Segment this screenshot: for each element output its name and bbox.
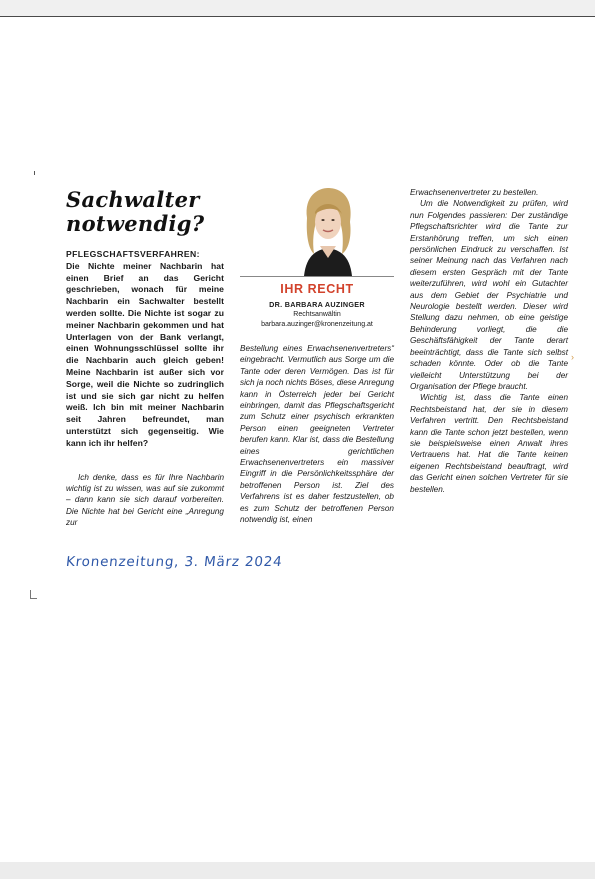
column-middle: [240, 343, 394, 526]
answer-text-part1: [66, 472, 224, 529]
article-headline: [66, 188, 236, 236]
answer-paragraph-3: Wichtig ist, dass die Tante einen Rechtsbeistand hat, der sie in diesem Verfahren vertritt. Den Rechtsbeistand kann die Tante schon jetzt bestellen, wenn sie beispielsweise einen Anwalt ihres Vertrauens hat. Hat die Tante keinen eigenen Rechtsbeistand beauftragt, wird das Gericht einen solchen Vertreter für sie bestellen.: [410, 393, 568, 494]
column-right: [410, 187, 568, 495]
author-portrait-graphic: [262, 188, 394, 276]
headline-line-1: Sachwalter: [66, 187, 200, 212]
answer-paragraph-1-middle: Bestellung eines Erwachsenenvertreters“ eingebracht. Vermutlich aus Sorge um die Tante oder deren Vermögen. Das ist für sich ja noch nichts Böses, diese Anregung kann in Österreich jeder bei Gericht einbringen, damit das Pflegschaftsgericht zum Schutz einer psychisch erkrankten Person einen geeigneten Vertreter berufen kann. Klar ist, dass die Bestellung eines gerichtlichen Erwachsenenvertreters ein massiver Eingriff in die Persönlichkeitssphäre der betroffenen Person ist. Ziel des Verfahrens ist es daher festzustellen, ob es zum Schutz der betroffenen Person notwendig ist, einen: [240, 344, 394, 525]
answer-paragraph-2: Um die Notwendigkeit zu prüfen, wird nun Folgendes passieren: Der zuständige Pflegschaftsrichter wird die Tante zur Erstanhörung treffen, um sich einen persönlichen Eindruck zu verschaffen. Ist seiner Meinung nach das Verfahren nach diesem ersten Gespräch mit der Tante weiterzuführen, wird wohl ein Gutachter aus dem Gebiet der Psychiatrie und Neurologie bestellt werden. Dieser wird Stellung dazu nehmen, ob eine geistige Behinderung vorliegt, die die Geschäftsfähigkeit der Tante derart beeinträchtigt, dass die Tante sich selbst schaden könnte. Oder ob die Tante vielleicht Unterstützung bei der Organisation der Pflege braucht.: [410, 199, 568, 391]
handwritten-source-note: Kronenzeitung, 3. März 2024: [65, 554, 284, 570]
rubric-title: IHR RECHT: [280, 282, 354, 296]
column-left: [66, 249, 224, 529]
column-rubric: [240, 282, 394, 330]
answer-text-part2: [240, 343, 394, 526]
answer-paragraph-1-start: Ich denke, dass es für Ihre Nachbarin wichtig ist zu wissen, was auf sie zukommt – dann kann sie sich darauf vorbereiten. Die Nichte hat bei Gericht eine „Anregung zur: [66, 472, 224, 528]
author-name: DR. BARBARA AUZINGER: [269, 300, 365, 309]
corner-mark: [30, 590, 37, 599]
author-portrait: [262, 188, 394, 276]
margin-mark: ›: [571, 352, 574, 362]
author-email: barbara.auzinger@kronenzeitung.at: [261, 321, 373, 328]
answer-text-part3: [410, 187, 568, 495]
headline-line-2: notwendig?: [66, 211, 205, 236]
scan-bottom-edge: [0, 862, 595, 879]
reader-question: [66, 249, 224, 450]
rubric-divider: [240, 276, 394, 277]
scan-top-edge: [0, 0, 595, 17]
crop-mark: [34, 171, 35, 175]
answer-paragraph-1-end: Erwachsenenvertreter zu bestellen.: [410, 188, 539, 197]
question-text: Die Nichte meiner Nachbarin hat einen Brief an das Gericht geschrieben, wonach für meine Nachbarin ein Sachwalter bestellt werden sollte. Die Nichte ist sogar zu meiner Nachbarin gekommen und hat Unterlagen von der Bank verlangt, einen Wohnungsschlüssel sollte ihr die Nachbarin auch gleich geben! Meine Nachbarin ist außer sich vor Sorge, weil die Nichte so zudringlich ist und sie sich gar nicht zu helfen weiß. Ich bin mit meiner Nachbarin seit Jahren befreundet, man unterstützt sich gegenseitig. Wie kann ich ihr helfen?: [66, 260, 224, 448]
author-role: Rechtsanwältin: [293, 311, 341, 318]
question-kicker: PFLEGSCHAFTSVERFAHREN:: [66, 249, 200, 259]
